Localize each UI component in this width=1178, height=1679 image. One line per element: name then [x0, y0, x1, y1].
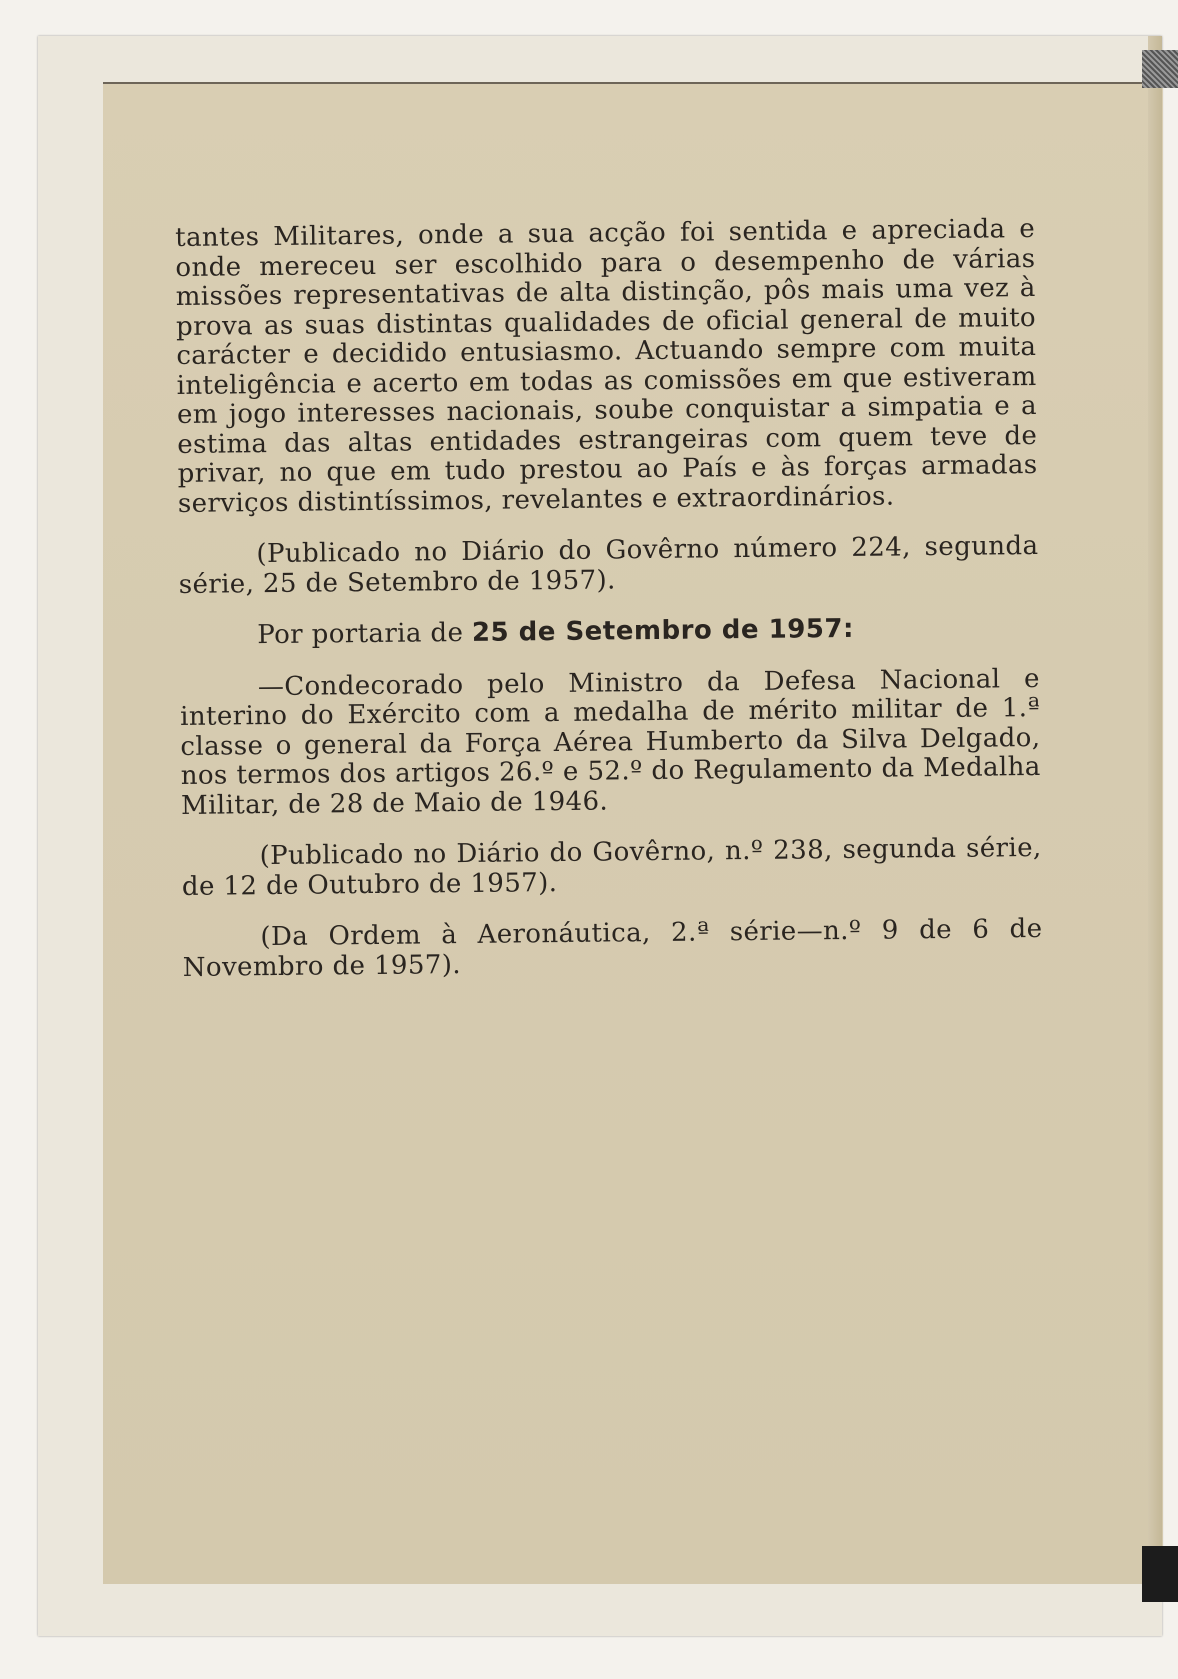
page-spine — [1148, 36, 1162, 1596]
portaria-heading-date: 25 de Setembro de 1957 — [471, 614, 844, 648]
decree-text: —Condecorado pelo Ministro da Defesa Nacional e interino do Exército com a medalha de mérito militar de 1.ª classe o general da Força Aérea Humberto da Silva Delgado, nos termos dos artigos 26.º e 52.º do Regulamento da Medalha Militar, de 28 de Maio de 1946. — [180, 663, 1041, 821]
document-text — [175, 215, 1043, 1005]
publication-note-2: (Publicado no Diário do Govêrno, n.º 238, segunda série, de 12 de Outubro de 1957). — [181, 832, 1042, 902]
paragraph-continuation: tantes Militares, onde a sua acção foi sentida e apreciada e onde mereceu ser escolhido para o desempenho de várias missões representativas de alta distinção, pôs mais uma vez à prova as suas distintas qualidades de oficial general de muito carácter e decidido entusiasmo. Actuando sempre com muita inteligência e acerto em todas as comissões em que estiveram em jogo interesses nacionais, soube conquistar a simpatia e a estima das altas entidades estrangeiras com quem teve de privar, no que em tudo prestou ao País e às forças armadas serviços distintíssimos, revelantes e extraordinários. — [174, 213, 1038, 519]
spine-mark-top — [1142, 50, 1178, 88]
publication-note-1: (Publicado no Diário do Govêrno número 224, segunda série, 25 de Setembro de 1957). — [178, 530, 1039, 600]
order-note: (Da Ordem à Aeronáutica, 2.ª série—n.º 9 de 6 de Novembro de 1957). — [182, 913, 1043, 983]
portaria-heading-prefix: Por portaria de — [257, 617, 473, 651]
portaria-heading-suffix: : — [842, 613, 855, 645]
spine-mark-bottom — [1142, 1546, 1178, 1602]
portaria-heading — [179, 613, 1039, 652]
